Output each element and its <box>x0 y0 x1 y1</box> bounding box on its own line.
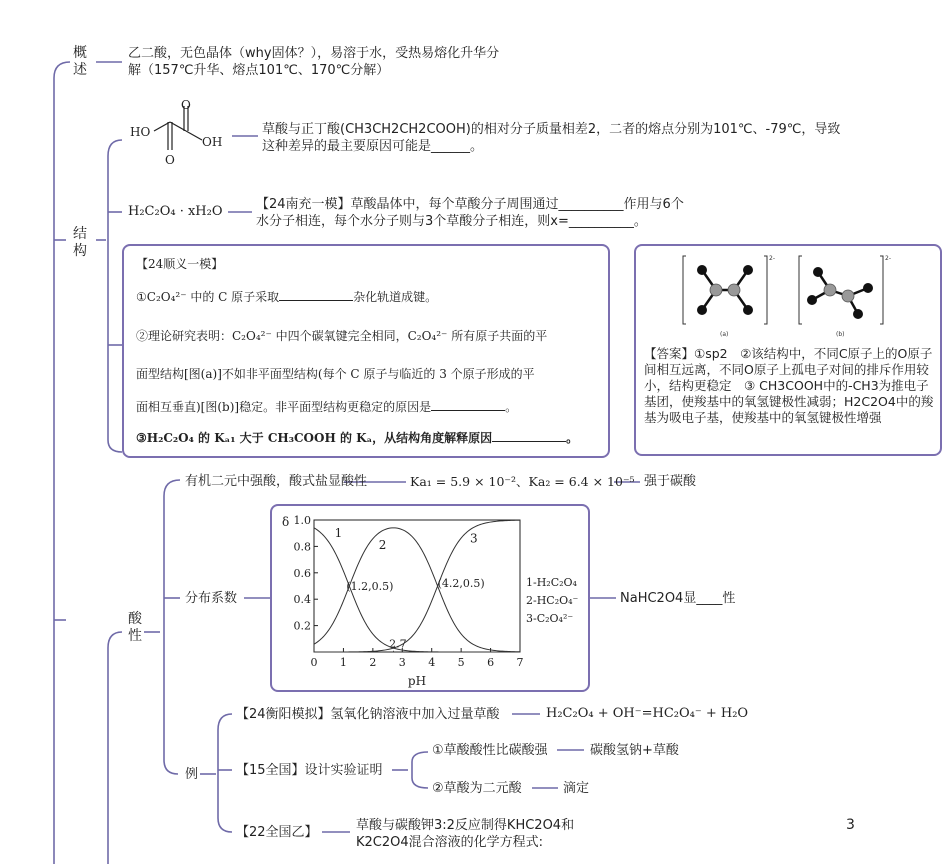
example-diprotic: ②草酸为二元酸 <box>432 781 522 796</box>
y-tick-label: 0.6 <box>293 566 311 580</box>
label-overview: 概 述 <box>73 45 87 78</box>
x-tick-label: 7 <box>516 656 524 669</box>
charge-b: 2- <box>885 255 891 262</box>
question-melting-point: 草酸与正丁酸(CH3CH2CH2COOH)的相对分子质量相差2，二者的熔点分别为101℃、-79℃，导致这种差异的最主要原因可能是______。 <box>262 122 841 154</box>
chart-frame <box>314 520 520 652</box>
x-axis-label: pH <box>407 674 427 688</box>
x-tick-label: 6 <box>487 656 495 669</box>
curve-label-2: 2 <box>378 538 387 553</box>
ka-values: Ka₁ = 5.9 × 10⁻²、Ka₂ = 6.4 × 10⁻⁵ <box>410 474 635 489</box>
example-national-15: 【15全国】设计实验证明 <box>236 763 383 778</box>
label-example: 例 <box>185 767 199 782</box>
annotation-pka1: (1.2,0.5) <box>346 580 394 593</box>
label-distribution: 分布系数 <box>185 591 238 606</box>
x-tick-label: 3 <box>398 656 406 669</box>
example-national-22: 【22全国乙】 <box>236 825 318 840</box>
annotation-pka2: (4.2,0.5) <box>437 577 485 590</box>
y-tick-label: 0.4 <box>293 593 311 607</box>
legend-entry-2: 2-HC₂O₄⁻ <box>526 594 579 607</box>
y-axis-label: δ <box>282 515 290 529</box>
box-q1: ①C₂O₄²⁻ 中的 C 原子采取 杂化轨道成键。 <box>136 290 438 304</box>
example-hengyang-equation: H₂C₂O₄ + OH⁻=HC₂O₄⁻ + H₂O <box>546 706 749 721</box>
fig-a-label: (a) <box>720 331 729 338</box>
hydrate-formula: H₂C₂O₄ · xH₂O <box>128 204 223 219</box>
oxalic-acid-structure <box>122 98 234 176</box>
curve-label-3: 3 <box>469 531 478 546</box>
nahc2o4-property: NaHC2O4显____性 <box>620 591 736 606</box>
page-number: 3 <box>846 817 855 833</box>
example-diprotic-answer: 滴定 <box>563 781 590 796</box>
answer-box <box>634 244 942 456</box>
label-acidity: 酸 性 <box>128 611 142 644</box>
box-q3: ③H₂C₂O₄ 的 Kₐ₁ 大于 CH₃COOH 的 Kₐ，从结构角度解释原因 。 <box>136 431 579 445</box>
x-tick-label: 4 <box>428 656 436 669</box>
box-q2-line3: 面相互垂直)[图(b)]稳定。非平面型结构更稳定的原因是 。 <box>136 400 518 414</box>
fig-b-label: (b) <box>836 331 845 338</box>
series-line-2 <box>314 528 520 652</box>
box-q2-line1: ②理论研究表明：C₂O₄²⁻ 中四个碳氧键完全相同，C₂O₄²⁻ 所有原子共面的平 <box>136 329 548 343</box>
acid-strength: 有机二元中强酸，酸式盐显酸性 <box>185 474 368 489</box>
atom-o-top: O <box>181 98 191 112</box>
example-national-22-text: 草酸与碳酸钾3:2反应制得KHC2O4和K2C2O4混合溶液的化学方程式: <box>356 818 575 850</box>
overview-text: 乙二酸，无色晶体（why固体？），易溶于水，受热易熔化升华分解（157℃升华、熔点101℃、170℃分解） <box>128 46 500 78</box>
answer-text: 【答案】①sp2 ②该结构中，不同C原子上的O原子间相互远离，不同O原子上孤电子对间的排斥作用较小，结构更稳定 ③ CH3COOH中的-CH3为推电子基团，使羧基中的氧氢键极性减弱；H2C2O4中的羧基为吸电子基，使羧基中的氧氢键极性增强 <box>644 346 934 425</box>
legend-entry-3: 3-C₂O₄²⁻ <box>526 612 574 625</box>
atom-oh: OH <box>202 135 223 149</box>
series-line-1 <box>314 528 520 652</box>
curve-label-1: 1 <box>334 526 343 541</box>
atom-ho: HO <box>130 125 151 139</box>
charge-a: 2- <box>769 255 775 262</box>
label-structure: 结 构 <box>73 226 87 259</box>
annotation-min: 2.7 <box>389 637 407 651</box>
x-tick-label: 2 <box>369 656 377 669</box>
box-q2-line2: 面型结构[图(a)]不如非平面型结构(每个 C 原子与临近的 3 个原子形成的平 <box>136 367 535 381</box>
x-tick-label: 0 <box>310 656 318 669</box>
stronger-than-carbonic: 强于碳酸 <box>644 474 697 489</box>
distribution-chart-box <box>270 504 590 692</box>
distribution-chart <box>272 506 588 690</box>
example-acid-stronger: ①草酸酸性比碳酸强 <box>432 743 548 758</box>
example-acid-stronger-answer: 碳酸氢钠+草酸 <box>590 743 679 758</box>
question-hydrate: 【24南充一模】草酸晶体中，每个草酸分子周围通过__________作用与6个水分子相连，每个水分子则与3个草酸分子相连，则x=__________。 <box>256 197 684 229</box>
example-hengyang: 【24衡阳模拟】氢氧化钠溶液中加入过量草酸 <box>236 707 500 722</box>
legend-entry-1: 1-H₂C₂O₄ <box>526 576 577 589</box>
question-box-shunyi <box>122 244 610 458</box>
y-tick-label: 0.8 <box>293 540 311 554</box>
box-title: 【24顺义一模】 <box>136 257 224 271</box>
atom-o-bottom: O <box>165 153 175 167</box>
x-tick-label: 1 <box>339 656 347 669</box>
y-tick-label: 1.0 <box>293 514 311 527</box>
series-line-3 <box>314 520 520 652</box>
y-tick-label: 0.2 <box>293 619 311 633</box>
x-tick-label: 5 <box>457 656 465 669</box>
oxalate-figures <box>680 250 900 342</box>
